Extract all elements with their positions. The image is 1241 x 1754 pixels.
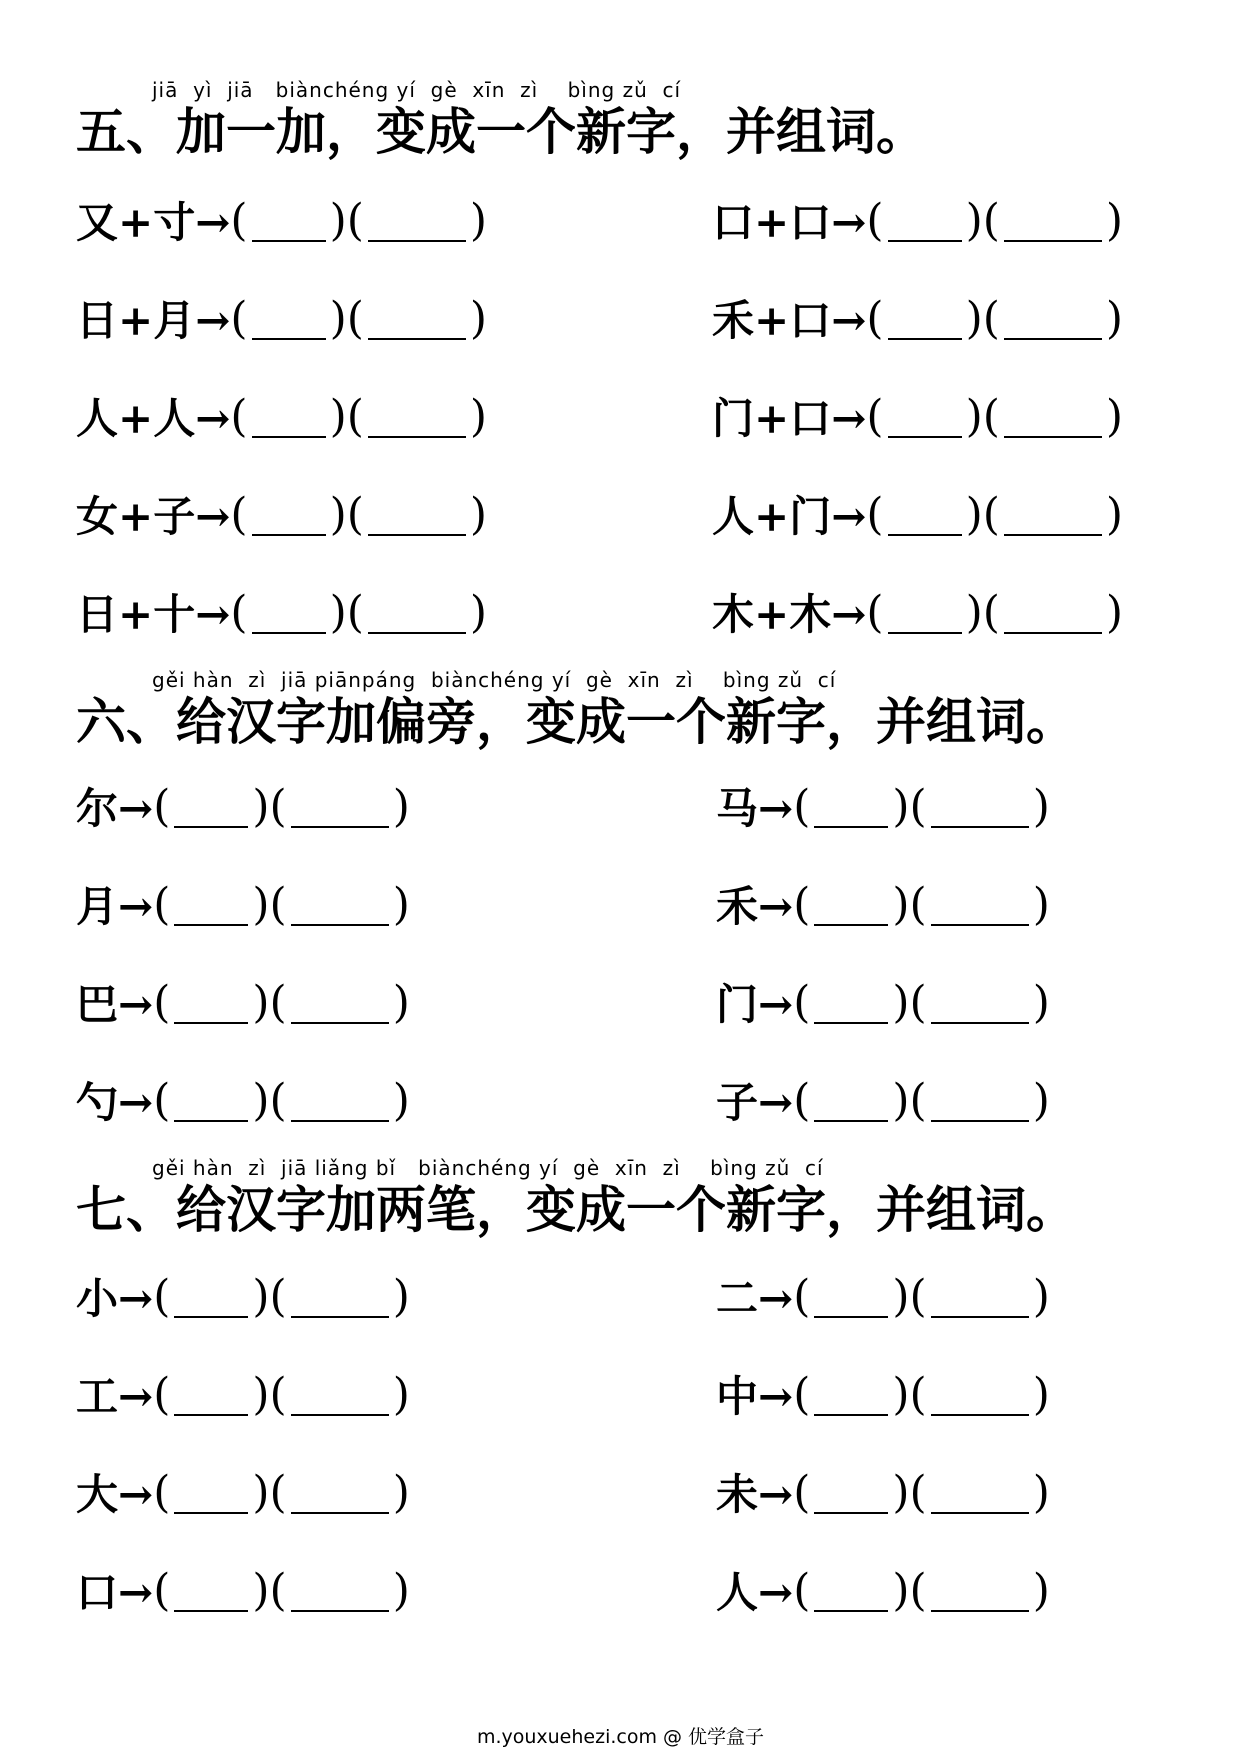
footer-watermark: m.youxuehezi.com @ 优学盒子 — [476, 1726, 765, 1748]
exercise-prompt: 禾→ — [716, 882, 794, 931]
answer-blank-word[interactable] — [368, 500, 466, 536]
answer-blank-char[interactable] — [888, 598, 962, 634]
exercise-row: 女+子→ ( ) ( ) — [76, 486, 487, 542]
exercise-row: 口+口→ ( ) ( ) — [712, 192, 1123, 248]
answer-blank-word[interactable] — [291, 1576, 389, 1612]
exercise-row: 禾→ ( ) ( ) — [716, 876, 1050, 932]
answer-blank-word[interactable] — [931, 792, 1029, 828]
answer-blank-char[interactable] — [814, 1478, 888, 1514]
section-7-pinyin: gěi hàn zì jiā liǎng bǐ biànchéng yí gè xīn zì bìng zǔ cí — [152, 1156, 824, 1180]
answer-blank-word[interactable] — [931, 988, 1029, 1024]
exercise-row: 未→ ( ) ( ) — [716, 1464, 1050, 1520]
exercise-prompt: 勺→ — [76, 1078, 154, 1127]
exercise-prompt: 木+木→ — [712, 590, 867, 639]
answer-blank-word[interactable] — [368, 304, 466, 340]
exercise-prompt: 门+口→ — [712, 394, 867, 443]
exercise-prompt: 口+口→ — [712, 198, 867, 247]
answer-blank-char[interactable] — [174, 1478, 248, 1514]
exercise-row: 尔→ ( ) ( ) — [76, 778, 410, 834]
answer-blank-word[interactable] — [291, 1282, 389, 1318]
answer-blank-char[interactable] — [252, 598, 326, 634]
answer-blank-word[interactable] — [931, 1478, 1029, 1514]
exercise-prompt: 中→ — [716, 1372, 794, 1421]
exercise-prompt: 口→ — [76, 1568, 154, 1617]
exercise-prompt: 尔→ — [76, 784, 154, 833]
exercise-prompt: 门→ — [716, 980, 794, 1029]
answer-blank-word[interactable] — [291, 890, 389, 926]
exercise-row: 中→ ( ) ( ) — [716, 1366, 1050, 1422]
answer-blank-word[interactable] — [931, 1086, 1029, 1122]
answer-blank-word[interactable] — [291, 792, 389, 828]
answer-blank-char[interactable] — [174, 1380, 248, 1416]
answer-blank-char[interactable] — [814, 1086, 888, 1122]
exercise-row: 子→ ( ) ( ) — [716, 1072, 1050, 1128]
answer-blank-char[interactable] — [252, 304, 326, 340]
exercise-row: 工→ ( ) ( ) — [76, 1366, 410, 1422]
answer-blank-word[interactable] — [931, 890, 1029, 926]
answer-blank-char[interactable] — [814, 988, 888, 1024]
answer-blank-char[interactable] — [174, 1086, 248, 1122]
answer-blank-word[interactable] — [368, 402, 466, 438]
exercise-prompt: 子→ — [716, 1078, 794, 1127]
answer-blank-char[interactable] — [814, 1380, 888, 1416]
exercise-prompt: 大→ — [76, 1470, 154, 1519]
answer-blank-word[interactable] — [368, 206, 466, 242]
section-7-title: 七、给汉字加两笔，变成一个新字，并组词。 — [76, 1180, 1076, 1239]
exercise-prompt: 未→ — [716, 1470, 794, 1519]
exercise-prompt: 二→ — [716, 1274, 794, 1323]
exercise-prompt: 月→ — [76, 882, 154, 931]
answer-blank-char[interactable] — [174, 1576, 248, 1612]
answer-blank-char[interactable] — [252, 206, 326, 242]
exercise-prompt: 日+十→ — [76, 590, 231, 639]
exercise-row: 门+口→ ( ) ( ) — [712, 388, 1123, 444]
exercise-prompt: 马→ — [716, 784, 794, 833]
answer-blank-word[interactable] — [291, 1478, 389, 1514]
answer-blank-word[interactable] — [931, 1282, 1029, 1318]
answer-blank-char[interactable] — [814, 792, 888, 828]
section-6-pinyin: gěi hàn zì jiā piānpáng biànchéng yí gè xīn zì bìng zǔ cí — [152, 668, 837, 692]
exercise-row: 日+月→ ( ) ( ) — [76, 290, 487, 346]
exercise-prompt: 工→ — [76, 1372, 154, 1421]
exercise-row: 二→ ( ) ( ) — [716, 1268, 1050, 1324]
exercise-prompt: 人+门→ — [712, 492, 867, 541]
exercise-row: 巴→ ( ) ( ) — [76, 974, 410, 1030]
exercise-prompt: 巴→ — [76, 980, 154, 1029]
exercise-row: 马→ ( ) ( ) — [716, 778, 1050, 834]
exercise-prompt: 禾+口→ — [712, 296, 867, 345]
exercise-row: 人→ ( ) ( ) — [716, 1562, 1050, 1618]
answer-blank-char[interactable] — [814, 1576, 888, 1612]
exercise-row: 人+门→ ( ) ( ) — [712, 486, 1123, 542]
answer-blank-char[interactable] — [888, 402, 962, 438]
answer-blank-char[interactable] — [888, 206, 962, 242]
exercise-prompt: 女+子→ — [76, 492, 231, 541]
answer-blank-char[interactable] — [174, 1282, 248, 1318]
exercise-prompt: 又+寸→ — [76, 198, 231, 247]
answer-blank-char[interactable] — [174, 792, 248, 828]
exercise-row: 小→ ( ) ( ) — [76, 1268, 410, 1324]
exercise-row: 禾+口→ ( ) ( ) — [712, 290, 1123, 346]
section-6-title: 六、给汉字加偏旁，变成一个新字，并组词。 — [76, 692, 1076, 751]
exercise-row: 门→ ( ) ( ) — [716, 974, 1050, 1030]
answer-blank-word[interactable] — [1004, 304, 1102, 340]
exercise-prompt: 人+人→ — [76, 394, 231, 443]
section-5-title: 五、加一加，变成一个新字，并组词。 — [76, 102, 926, 161]
section-5-pinyin: jiā yì jiā biànchéng yí gè xīn zì bìng zǔ cí — [152, 78, 682, 102]
exercise-prompt: 小→ — [76, 1274, 154, 1323]
exercise-row: 勺→ ( ) ( ) — [76, 1072, 410, 1128]
answer-blank-word[interactable] — [291, 1380, 389, 1416]
exercise-row: 月→ ( ) ( ) — [76, 876, 410, 932]
answer-blank-char[interactable] — [888, 500, 962, 536]
exercise-row: 大→ ( ) ( ) — [76, 1464, 410, 1520]
answer-blank-char[interactable] — [174, 988, 248, 1024]
exercise-prompt: 人→ — [716, 1568, 794, 1617]
answer-blank-word[interactable] — [931, 1380, 1029, 1416]
answer-blank-char[interactable] — [252, 402, 326, 438]
answer-blank-word[interactable] — [291, 988, 389, 1024]
answer-blank-word[interactable] — [291, 1086, 389, 1122]
exercise-prompt: 日+月→ — [76, 296, 231, 345]
answer-blank-char[interactable] — [814, 1282, 888, 1318]
exercise-row: 人+人→ ( ) ( ) — [76, 388, 487, 444]
answer-blank-char[interactable] — [252, 500, 326, 536]
answer-blank-char[interactable] — [888, 304, 962, 340]
answer-blank-word[interactable] — [1004, 402, 1102, 438]
answer-blank-word[interactable] — [931, 1576, 1029, 1612]
exercise-row: 又+寸→ ( ) ( ) — [76, 192, 487, 248]
answer-blank-word[interactable] — [1004, 500, 1102, 536]
answer-blank-word[interactable] — [1004, 598, 1102, 634]
answer-blank-word[interactable] — [1004, 206, 1102, 242]
answer-blank-char[interactable] — [814, 890, 888, 926]
exercise-row: 木+木→ ( ) ( ) — [712, 584, 1123, 640]
exercise-row: 口→ ( ) ( ) — [76, 1562, 410, 1618]
answer-blank-word[interactable] — [368, 598, 466, 634]
answer-blank-char[interactable] — [174, 890, 248, 926]
exercise-row: 日+十→ ( ) ( ) — [76, 584, 487, 640]
